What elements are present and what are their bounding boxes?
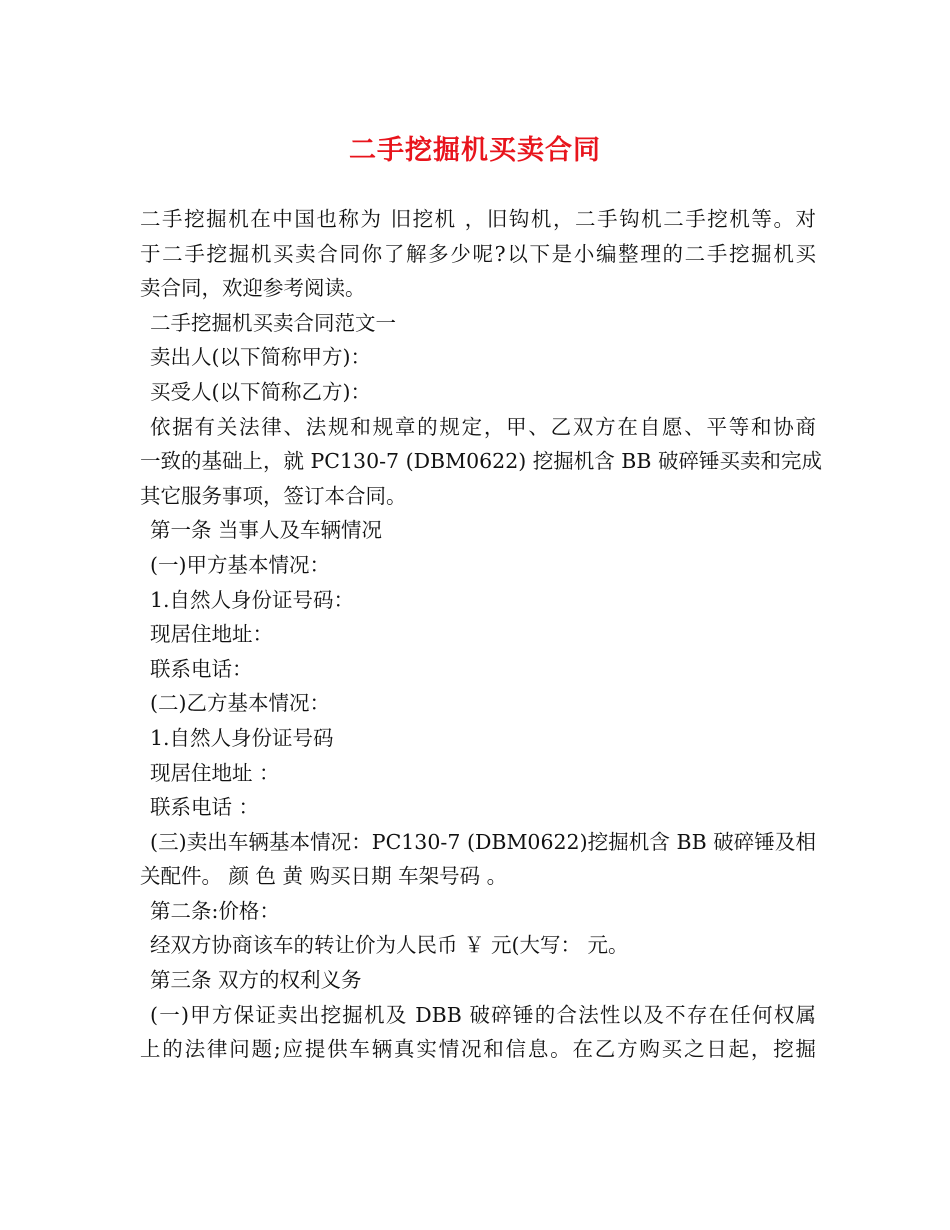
article-heading: 第二条:价格： — [150, 898, 280, 923]
paragraph-line: 于二手挖掘机买卖合同你了解多少呢?以下是小编整理的二手挖掘机买 — [140, 241, 816, 266]
paragraph-line: 依据有关法律、法规和规章的规定，甲、乙双方在自愿、平等和协商 — [150, 414, 816, 439]
paragraph-line: 1.自然人身份证号码 — [150, 725, 334, 750]
document-title: 二手挖掘机买卖合同 — [349, 135, 601, 166]
paragraph-line: 1.自然人身份证号码： — [150, 587, 355, 612]
section-heading: 二手挖掘机买卖合同范文一 — [150, 310, 396, 335]
paragraph-line: 卖合同，欢迎参考阅读。 — [140, 276, 366, 301]
paragraph-line: 一致的基础上，就 PC130-7 (DBM0622) 挖掘机含 BB 破碎锤买卖和完成 — [140, 449, 822, 474]
document-body — [140, 202, 822, 1067]
paragraph-line: (二)乙方基本情况： — [150, 691, 330, 716]
paragraph-line: 现居住地址 ： — [150, 760, 280, 785]
paragraph-line: 二手挖掘机在中国也称为 旧挖机 ，旧钩机，二手钩机二手挖机等。对 — [140, 207, 816, 231]
paragraph-line: 买受人(以下简称乙方)： — [150, 379, 371, 404]
paragraph-line: 现居住地址： — [150, 622, 273, 647]
paragraph-line: (三)卖出车辆基本情况：PC130-7 (DBM0622)挖掘机含 BB 破碎锤及相 — [150, 829, 816, 854]
paragraph-line: 经双方协商该车的转让价为人民币 ￥ 元(大写： 元。 — [150, 933, 629, 958]
paragraph-line: 卖出人(以下简称甲方)： — [150, 345, 371, 370]
article-heading: 第一条 当事人及车辆情况 — [150, 518, 383, 543]
paragraph-line: 联系电话： — [150, 656, 253, 681]
paragraph-line: (一)甲方保证卖出挖掘机及 DBB 破碎锤的合法性以及不存在任何权属 — [150, 1002, 816, 1027]
article-heading: 第三条 双方的权利义务 — [150, 968, 362, 993]
paragraph-line: 联系电话 ： — [150, 795, 260, 820]
paragraph-line: 其它服务事项，签订本合同。 — [140, 483, 407, 508]
paragraph-line: 上的法律问题;应提供车辆真实情况和信息。在乙方购买之日起，挖掘 — [140, 1037, 816, 1062]
paragraph-line: (一)甲方基本情况： — [150, 552, 330, 577]
paragraph-line: 关配件。 颜 色 黄 购买日期 车架号码 。 — [140, 864, 508, 889]
